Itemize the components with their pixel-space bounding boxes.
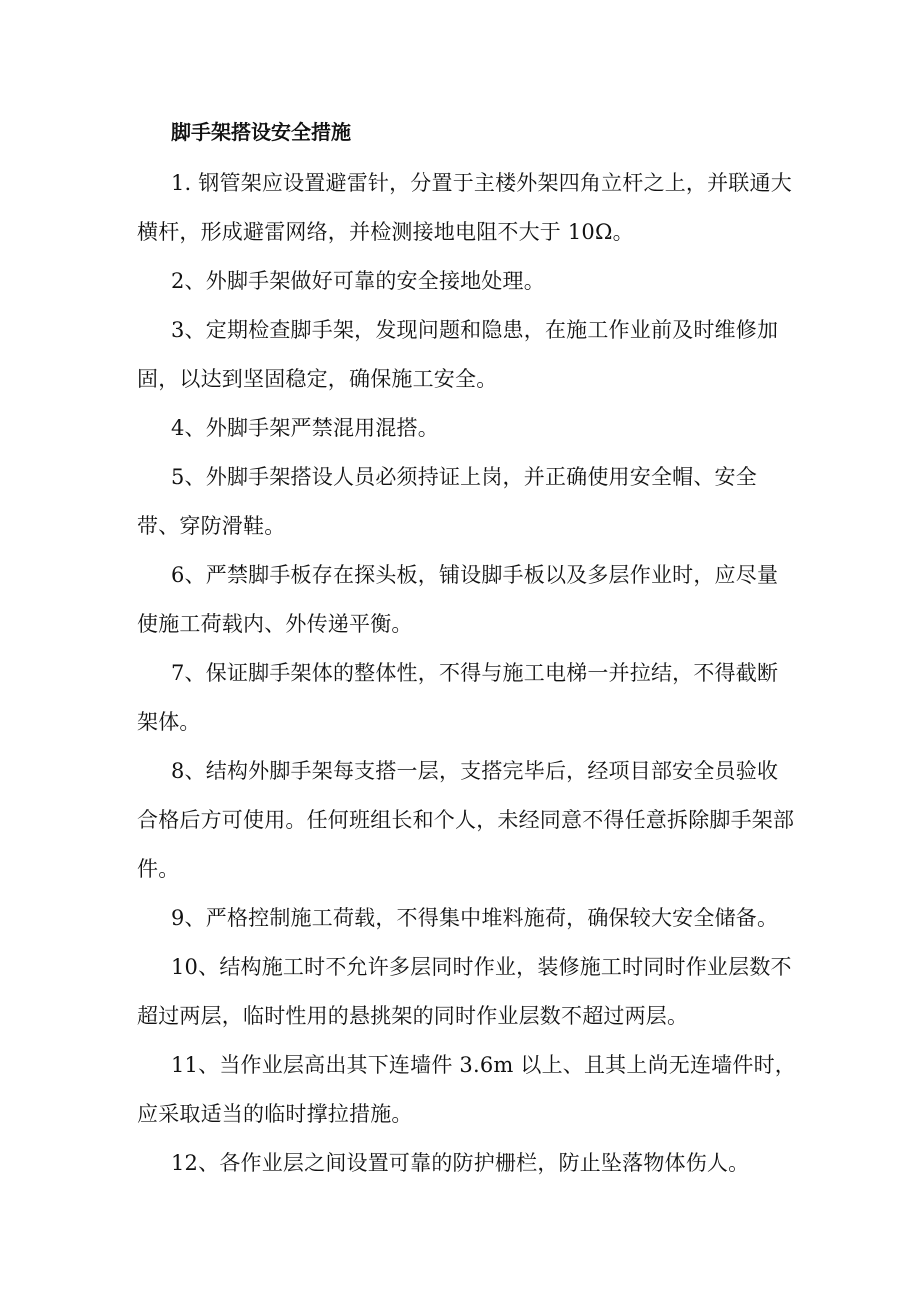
paragraph-8: 8、结构外脚手架每支搭一层，支搭完毕后，经项目部安全员验收合格后方可使用。任何班组长和个人，未经同意不得任意拆除脚手架部件。 (137, 759, 795, 881)
paragraph-4: 4、外脚手架严禁混用混搭。 (171, 416, 439, 440)
paragraph-12: 12、各作业层之间设置可靠的防护栅栏，防止坠落物体伤人。 (171, 1151, 750, 1175)
paragraph-2: 2、外脚手架做好可靠的安全接地处理。 (171, 269, 545, 293)
paragraph-9: 9、严格控制施工荷载，不得集中堆料施荷，确保较大安全储备。 (171, 906, 779, 930)
paragraph-6: 6、严禁脚手板存在探头板，铺设脚手板以及多层作业时，应尽量使施工荷载内、外传递平衡。 (137, 563, 779, 636)
paragraph-5: 5、外脚手架搭设人员必须持证上岗，并正确使用安全帽、安全带、穿防滑鞋。 (137, 465, 757, 538)
paragraph-11: 11、当作业层高出其下连墙件 3.6m 以上、且其上尚无连墙件时，应采取适当的临时撑拉措施。 (137, 1053, 796, 1126)
paragraph-7: 7、保证脚手架体的整体性，不得与施工电梯一并拉结，不得截断架体。 (137, 661, 779, 734)
document-title: 脚手架搭设安全措施 (171, 120, 351, 144)
paragraph-3: 3、定期检查脚手架，发现问题和隐患，在施工作业前及时维修加固，以达到坚固稳定，确保施工安全。 (137, 318, 779, 391)
paragraph-10: 10、结构施工时不允许多层同时作业，装修施工时同时作业层数不超过两层，临时性用的悬挑架的同时作业层数不超过两层。 (137, 955, 792, 1028)
paragraph-1: 1. 钢管架应设置避雷针，分置于主楼外架四角立杆之上，并联通大横杆，形成避雷网络，并检测接地电阻不大于 10Ω。 (137, 171, 792, 244)
